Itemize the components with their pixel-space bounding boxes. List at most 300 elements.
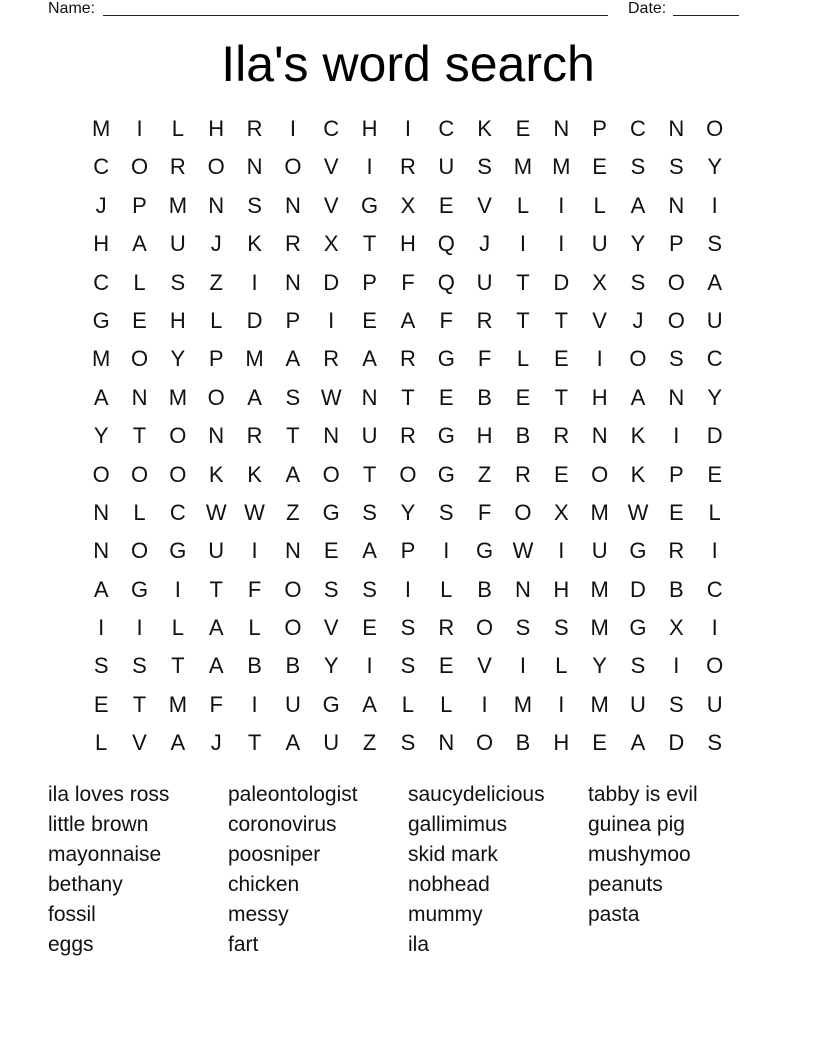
grid-letter: X [400,192,416,218]
grid-letter: S [323,576,339,602]
grid-letter: I [174,576,181,602]
grid-letter: I [251,538,258,564]
grid-letter: A [630,384,646,410]
grid-letter: Q [437,231,455,257]
grid-letter: R [399,346,416,372]
grid-letter: G [437,423,455,449]
grid-letter: D [630,576,646,602]
grid-letter: I [366,154,373,180]
grid-letter: H [399,231,416,257]
grid-letter: I [404,116,411,141]
grid-letter: E [132,307,147,333]
grid-row [82,187,734,225]
grid-letter: C [323,116,340,141]
grid-letter: A [208,615,224,641]
grid-letter: S [400,653,416,679]
grid-letter: M [92,116,111,141]
word-item: saucydelicious [408,783,545,806]
grid-letter: X [668,615,684,641]
grid-letter: U [361,423,378,449]
grid-letter: A [285,461,301,487]
word-item: gallimimus [408,813,508,836]
grid-letter: Y [400,499,416,525]
name-label: Name: [48,0,96,17]
grid-letter: V [323,154,339,180]
grid-letter: S [247,192,262,218]
grid-letter: T [516,269,530,295]
grid-letter: V [477,192,492,218]
grid-letter: F [477,346,492,372]
grid-letter: W [512,538,534,564]
grid-letter: M [245,346,264,372]
grid-letter: U [591,231,608,257]
grid-letter: X [323,231,339,257]
grid-letter: S [630,154,646,180]
grid-letter: I [711,615,718,641]
grid-letter: U [476,269,493,295]
grid-letter: B [515,423,531,449]
grid-letter: E [515,384,531,410]
grid-letter: H [553,730,570,756]
grid-row [82,647,734,685]
grid-letter: G [361,192,379,218]
grid-letter: C [706,346,723,372]
grid-letter: I [136,116,143,141]
grid-letter: O [130,538,149,564]
word-item: messy [228,903,289,926]
grid-letter: G [322,691,340,717]
grid-letter: A [285,730,301,756]
grid-letter: A [170,730,186,756]
grid-letter: E [438,384,454,410]
grid-letter: O [169,423,187,449]
grid-letter: R [246,423,263,449]
grid-letter: O [130,154,149,180]
grid-row [82,148,734,186]
grid-letter: D [706,423,723,449]
grid-letter: T [209,576,223,602]
grid-letter: X [592,269,607,295]
grid-letter: F [247,576,262,602]
grid-letter: J [632,307,644,333]
grid-letter: U [706,307,723,333]
grid-letter: N [208,192,225,218]
grid-letter: L [133,269,146,295]
grid-letter: J [210,730,222,756]
grid-letter: N [361,384,378,410]
grid-letter: N [515,576,531,602]
grid-letter: A [93,384,109,410]
grid-row [82,264,734,302]
grid-letter: O [476,730,494,756]
grid-row [82,609,734,647]
grid-letter: M [168,384,188,410]
grid-letter: G [629,538,647,564]
grid-letter: E [553,461,569,487]
grid-letter: O [476,615,494,641]
grid-letter: P [362,269,377,295]
grid-letter: S [668,154,684,180]
grid-letter: V [592,307,607,333]
grid-letter: R [246,116,263,141]
grid-letter: U [438,154,455,180]
grid-letter: T [132,423,147,449]
grid-letter: L [210,307,223,333]
grid-row [82,340,734,378]
grid-letter: J [210,231,222,257]
grid-letter: C [93,154,110,180]
grid-letter: S [477,154,492,180]
word-item: tabby is evil [588,783,698,806]
grid-letter: O [169,461,187,487]
grid-letter: I [558,538,565,564]
grid-letter: H [476,423,493,449]
grid-letter: O [322,461,340,487]
grid-letter: M [552,154,571,180]
grid-letter: A [707,269,723,295]
grid-letter: B [668,576,684,602]
grid-letter: M [513,154,533,180]
grid-letter: V [477,653,492,679]
grid-letter: L [440,576,453,602]
grid-letter: S [400,730,416,756]
grid-letter: H [553,576,570,602]
grid-letter: S [630,653,646,679]
grid-letter: I [289,116,296,141]
grid-letter: L [133,499,146,525]
grid-letter: R [553,423,570,449]
grid-letter: O [629,346,647,372]
grid-letter: L [593,192,606,218]
grid-letter: M [168,691,188,717]
grid-letter: W [320,384,342,410]
grid-letter: S [362,499,377,525]
grid-letter: Q [437,269,455,295]
grid-letter: U [284,691,301,717]
grid-letter: P [592,116,607,141]
grid-letter: F [209,691,223,717]
grid-letter: S [668,691,684,717]
grid-letter: M [513,691,533,717]
grid-letter: R [668,538,685,564]
grid-letter: E [592,730,607,756]
grid-letter: Y [170,346,186,372]
grid-letter: P [400,538,416,564]
grid-letter: V [323,615,339,641]
word-item: mushymoo [588,843,691,866]
grid-letter: I [404,576,411,602]
letter-grid [82,110,734,763]
grid-letter: B [515,730,531,756]
grid-letter: S [170,269,186,295]
date-label: Date: [628,0,667,17]
grid-letter: T [554,384,569,410]
word-item: poosniper [228,843,321,866]
grid-letter: R [438,615,455,641]
grid-letter: I [251,269,258,295]
grid-letter: Y [592,653,607,679]
grid-letter: N [284,269,301,295]
grid-letter: N [284,192,301,218]
word-item: eggs [48,933,94,956]
grid-letter: F [477,499,492,525]
grid-letter: U [208,538,225,564]
word-column [408,780,588,960]
grid-letter: P [668,231,684,257]
grid-letter: H [591,384,608,410]
grid-letter: T [247,730,262,756]
grid-letter: Y [630,231,646,257]
grid-letter: K [208,461,224,487]
grid-row [82,686,734,724]
grid-letter: D [246,307,263,333]
grid-letter: Y [707,154,723,180]
grid-letter: O [207,154,225,180]
name-blank-line [103,0,608,16]
grid-letter: E [362,615,377,641]
grid-letter: Z [286,499,300,525]
page-title: Ila's word search [221,36,595,92]
grid-row [82,456,734,494]
grid-letter: E [438,192,454,218]
grid-letter: E [515,116,531,141]
header [48,0,748,20]
grid-letter: T [516,307,530,333]
grid-letter: L [171,615,184,641]
grid-letter: T [554,307,569,333]
grid-letter: T [401,384,415,410]
grid-letter: G [476,538,494,564]
grid-letter: M [590,499,609,525]
grid-letter: M [92,346,111,372]
grid-letter: P [668,461,684,487]
grid-letter: A [93,576,109,602]
word-item: skid mark [408,843,498,866]
word-item: nobhead [408,873,490,896]
grid-letter: I [519,231,527,257]
grid-letter: C [706,576,723,602]
grid-letter: L [440,691,453,717]
grid-letter: A [208,653,224,679]
grid-letter: L [516,192,530,218]
grid-letter: S [285,384,301,410]
grid-letter: S [707,730,723,756]
grid-letter: B [247,653,262,679]
grid-letter: W [205,499,227,525]
grid-letter: L [401,691,415,717]
grid-row [82,532,734,570]
grid-letter: O [514,499,532,525]
grid-letter: C [93,269,110,295]
grid-letter: I [558,192,565,218]
grid-letter: E [707,461,723,487]
grid-letter: A [630,192,646,218]
grid-letter: I [98,615,105,641]
grid-letter: K [630,423,646,449]
grid-letter: J [479,231,491,257]
grid-letter: J [95,192,107,218]
word-column [228,780,408,960]
word-item: bethany [48,873,123,896]
grid-letter: S [132,653,147,679]
grid-letter: S [668,346,684,372]
grid-letter: G [437,346,455,372]
grid-letter: L [516,346,530,372]
grid-letter: S [630,269,646,295]
word-item: guinea pig [588,813,685,836]
grid-letter: O [284,154,302,180]
grid-letter: U [323,730,340,756]
grid-letter: R [399,154,416,180]
grid-letter: N [93,499,110,525]
grid-letter: P [285,307,301,333]
grid-letter: T [362,461,377,487]
grid-letter: L [171,116,184,141]
grid-letter: O [130,461,149,487]
grid-letter: E [93,691,109,717]
grid-letter: M [590,576,609,602]
grid-letter: I [519,653,527,679]
grid-letter: O [284,576,302,602]
grid-letter: C [438,116,455,141]
grid-letter: T [171,653,185,679]
grid-letter: B [477,384,492,410]
grid-letter: O [591,461,609,487]
grid-letter: S [515,615,531,641]
grid-letter: N [93,538,110,564]
grid-letter: M [168,192,188,218]
grid-letter: C [630,116,646,141]
grid-letter: U [591,538,608,564]
grid-row [82,494,734,532]
grid-letter: M [590,691,609,717]
word-item: pasta [588,903,640,926]
grid-letter: G [169,538,187,564]
grid-letter: K [247,461,262,487]
grid-letter: M [590,615,609,641]
grid-row [82,724,734,762]
grid-letter: S [438,499,454,525]
grid-letter: U [630,691,646,717]
grid-letter: N [668,116,685,141]
grid-letter: W [627,499,649,525]
grid-letter: I [481,691,488,717]
grid-row [82,417,734,455]
grid-letter: A [285,346,301,372]
grid-row [82,225,734,263]
grid-row [82,110,734,148]
grid-letter: H [208,116,225,141]
grid-letter: T [362,231,377,257]
grid-letter: T [132,691,147,717]
grid-letter: P [132,192,147,218]
grid-letter: N [246,154,263,180]
grid-letter: H [169,307,186,333]
grid-letter: N [668,192,685,218]
grid-letter: S [400,615,416,641]
grid-letter: O [130,346,149,372]
grid-letter: I [443,538,450,564]
grid-letter: G [437,461,455,487]
grid-letter: K [477,116,492,141]
word-item: paleontologist [228,783,358,806]
grid-letter: I [558,231,565,257]
grid-letter: D [553,269,570,295]
grid-letter: L [248,615,261,641]
grid-letter: V [323,192,339,218]
grid-row [82,571,734,609]
grid-letter: I [673,653,680,679]
grid-letter: Z [209,269,223,295]
word-item: fossil [48,903,96,926]
grid-letter: H [93,231,110,257]
grid-letter: I [328,307,335,333]
grid-letter: O [284,615,302,641]
grid-letter: L [555,653,568,679]
grid-letter: S [362,576,377,602]
grid-letter: E [553,346,569,372]
grid-letter: I [673,423,680,449]
grid-letter: N [323,423,340,449]
grid-letter: E [323,538,339,564]
word-list [48,780,768,960]
grid-letter: N [553,116,570,141]
grid-letter: C [169,499,186,525]
grid-letter: A [630,730,646,756]
grid-letter: A [362,691,377,717]
grid-letter: S [93,653,109,679]
word-item: fart [228,933,259,956]
grid-letter: S [707,231,723,257]
grid-letter: P [208,346,224,372]
grid-letter: O [92,461,110,487]
grid-letter: G [92,307,110,333]
grid-letter: O [706,116,724,141]
grid-letter: U [169,231,186,257]
word-item: ila loves ross [48,783,170,806]
word-item: mayonnaise [48,843,162,866]
grid-letter: I [366,653,373,679]
grid-letter: Z [362,730,377,756]
grid-letter: N [591,423,608,449]
grid-letter: O [207,384,225,410]
grid-letter: A [362,346,377,372]
word-column [48,780,228,960]
word-item: little brown [48,813,149,836]
grid-letter: N [668,384,685,410]
date-blank-line [673,0,739,16]
word-item: chicken [228,873,300,896]
grid-letter: O [667,307,685,333]
word-column [588,780,768,960]
grid-letter: I [596,346,603,372]
grid-row [82,302,734,340]
grid-letter: Y [323,653,339,679]
grid-letter: I [136,615,143,641]
grid-letter: R [476,307,493,333]
grid-letter: B [477,576,492,602]
grid-letter: R [169,154,186,180]
grid-letter: B [285,653,301,679]
grid-letter: I [251,691,258,717]
grid-letter: R [515,461,531,487]
grid-letter: A [247,384,262,410]
grid-letter: A [132,231,147,257]
grid-row [82,379,734,417]
grid-letter: W [244,499,265,525]
grid-letter: I [558,691,565,717]
grid-letter: R [284,231,301,257]
